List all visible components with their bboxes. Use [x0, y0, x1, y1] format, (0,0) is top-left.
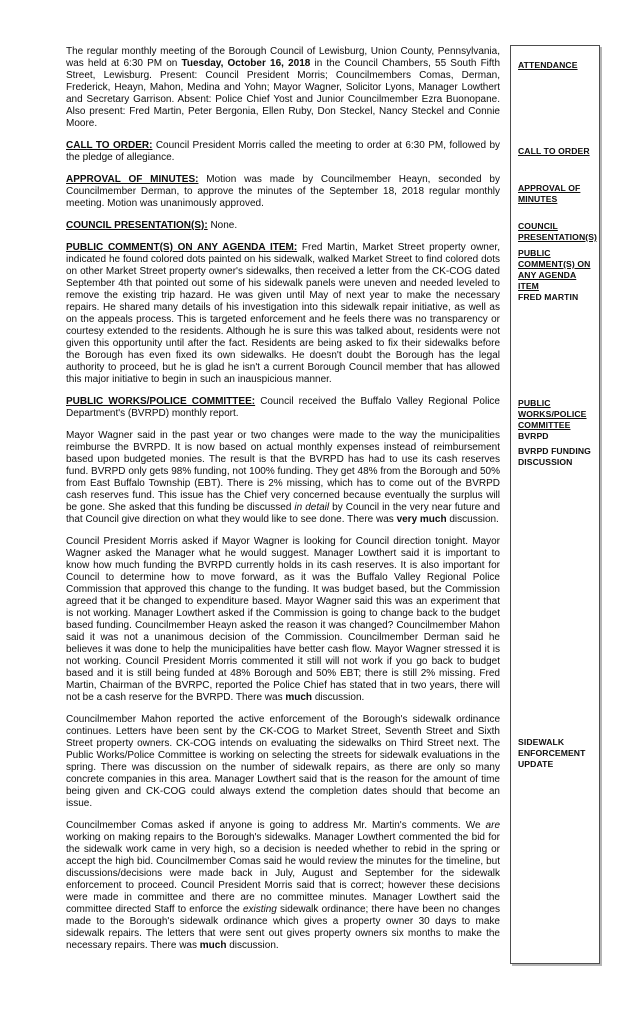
margin-note-line: COMMENT(S) ON: [518, 259, 591, 269]
margin-note-line: APPROVAL OF: [518, 183, 581, 193]
note-call-to-order: [518, 146, 596, 157]
text-run: Fred Martin, Market Street property owner, indicated he found colored dots painted on his sidewalk, walked Market Street to find colored dots on other Market Street property owner's sidewalks, then received a letter from the CK-COG dated September 4th that pointed out some of his sidewalk panels were uneven and needed leveled to remove the existing trip hazard. He was given until May of next year to make the necessary repairs. He shared many details of his investigation into this sidewalk repair initiative, as well as on the appeals process. This is targeted enforcement and he feels there was no transparency or courtesy extended to the residents. Although he is sure this was talked about, residents were not given this opportunity until after the fact. Residents are being asked to fix their sidewalks before the Borough has even fixed its own sidewalks. He doesn't doubt the Borough has the legal authority to proceed, but he is glad he isn't a current Borough Council member that has allowed this major initiative to begin in such an inauspicious manner.: [66, 242, 500, 385]
margin-note-line: WORKS/POLICE: [518, 409, 587, 419]
minutes-body: [66, 46, 500, 962]
text-run: Council President Morris asked if Mayor Wagner is looking for Council direction tonight. Mayor Wagner asked the Manager what he would suggest. Manager Lowthert said it is important to know how much funding the BVRPD currently holds in its cash reserves. It is also important for Council to determine how to move forward, as it was the Buffalo Valley Regional Police Commission that approved this change to the funding. It was budget based, but the Commission agreed that it be changed to expenditure based. Mayor Wagner said this was an experiment that is not working. Manager Lowthert asked if the Commission is going to change back to the budget based funding. Councilmember Heayn asked the reason it was changed? Councilmember Mahon said it was not a unanimous decision of the Commission. Councilmember Derman said he believes it was done to help the municipalities have better cash flow. Mayor Wagner stressed it is not working. Council President Morris commented it still will not work if you go back to budget based and it is still being funded at 48% Borough and 50% EBT; there is still 2% missing. Fred Martin, Chairman of the BVRPC, reported the Police Chief has stated that in two years, there will not be a cash reserve for the BVRPD. There was: [66, 536, 500, 703]
text-run: Mayor Wagner said in the past year or two changes were made to the way the municipalities reimburse the BVRPD. It is now based on actual monthly expenses instead of reimbursement based upon budgeted monies. The result is that the BVRPD has had to use its cash reserves fund. BVRPD only gets 98% funding, not 100% funding. They get 48% from the Borough and 50% from East Buffalo Township (EBT). There is 2% missing, which has to come out of the BVRPD cash reserves fund. This issue has the Chief very concerned because eventually the surplus will be gone. She asked that this funding be discussed: [66, 430, 500, 513]
margin-note-line: PRESENTATION(S): [518, 232, 598, 242]
text-run: discussion.: [446, 514, 499, 525]
text-run: discussion.: [226, 940, 279, 951]
margin-note-line: COMMITTEE: [518, 420, 571, 430]
margin-note-line: DISCUSSION: [518, 457, 573, 467]
margin-note-line: ENFORCEMENT: [518, 748, 586, 758]
call-to-order-paragraph: [66, 140, 500, 164]
bvrpd-funding-paragraph-1: [66, 430, 500, 526]
text-run: much: [285, 692, 313, 703]
margin-note-line: MINUTES: [518, 194, 558, 204]
margin-note-line: SIDEWALK: [518, 737, 565, 747]
note-public-works-police: [518, 398, 596, 442]
sidewalk-enforcement-paragraph-2: [66, 820, 500, 952]
text-run: very much: [396, 514, 447, 525]
text-run: sidewalk ordinance; there have been no changes made to the Borough's sidewalk ordinance which gives a property owner 30 days to make sidewalk repairs. The letters that were sent out gives property owners six months to make the necessary repairs. There was: [66, 904, 500, 951]
attendance-paragraph: [66, 46, 500, 130]
margin-note-line: BVRPD: [518, 431, 549, 441]
text-run: discussion.: [312, 692, 365, 703]
text-run: by Council in the very near future and that Council give direction on what they would like to see done. There was: [66, 502, 501, 525]
public-works-police-committee-paragraph: [66, 396, 500, 420]
text-run: APPROVAL OF MINUTES:: [66, 174, 199, 185]
note-sidewalk-enforcement: [518, 737, 596, 770]
note-bvrpd-funding: [518, 446, 596, 468]
margin-note-line: COUNCIL: [518, 221, 558, 231]
bvrpd-funding-paragraph-2: [66, 536, 500, 704]
text-run: CALL TO ORDER:: [66, 140, 153, 151]
sidewalk-enforcement-paragraph-1: [66, 714, 500, 810]
text-run: are: [485, 820, 500, 831]
margin-note-line: UPDATE: [518, 759, 554, 769]
text-run: Councilmember Mahon reported the active enforcement of the Borough's sidewalk ordinance continues. Letters have been sent by the CK-COG to Market Street, Seventh Street and Sixth Street property owners. CK-COG intends on evaluating the sidewalks on Third Street next. The Public Works/Police Committee is working on selecting the streets for sidewalk evaluations in the spring. There was discussion on the number of sidewalk repairs, as there are only so many concrete companies in this area. Manager Lowthert said that is the reason for the amount of time being given and CK-COG could always extend the completion dates should that become an issue.: [66, 714, 500, 809]
text-run: Councilmember Comas asked if anyone is going to address Mr. Martin's comments. We: [66, 820, 486, 831]
margin-note-line: PUBLIC: [518, 398, 551, 408]
text-run: None.: [207, 220, 238, 231]
margin-note-line: ANY AGENDA: [518, 270, 577, 280]
note-public-comments: [518, 248, 596, 303]
note-approval-of-minutes: [518, 183, 596, 205]
margin-note-line: ITEM: [518, 281, 539, 291]
text-run: PUBLIC WORKS/POLICE COMMITTEE:: [66, 396, 256, 407]
text-run: in the Council Chambers, 55 South Fifth Street, Lewisburg. Present: Council President Morris; Councilmembers Comas, Derman, Frederick, Heayn, Mahon, Medina and Yohn; Mayor Wagner, Solicitor Lyons, Manager Lowthert and Secretary Garrison. Absent: Police Chief Yost and Junior Councilmember Ezra Buonopane. Also present: Fred Martin, Peter Bergonia, Ellen Ruby, Don Steckel, Nancy Steckel and Connie Moore.: [66, 58, 501, 129]
margin-note-line: BVRPD FUNDING: [518, 446, 591, 456]
note-council-presentations: [518, 221, 596, 243]
text-run: Council received the Buffalo Valley Regional Police Department's (BVRPD) monthly report.: [66, 396, 500, 419]
text-run: Tuesday, October 16, 2018: [181, 58, 311, 69]
margin-notes-box: [510, 45, 600, 964]
text-run: in detail: [294, 502, 330, 513]
margin-note-line: PUBLIC: [518, 248, 551, 258]
margin-note-line: FRED MARTIN: [518, 292, 579, 302]
text-run: existing: [242, 904, 277, 915]
text-run: Motion was made by Councilmember Heayn, seconded by Councilmember Derman, to approve the minutes of the September 18, 2018 regular monthly meeting. Motion was unanimously approved.: [66, 174, 500, 209]
text-run: COUNCIL PRESENTATION(S):: [66, 220, 208, 231]
margin-note-line: ATTENDANCE: [518, 60, 578, 70]
text-run: PUBLIC COMMENT(S) ON ANY AGENDA ITEM:: [66, 242, 298, 253]
margin-note-line: CALL TO ORDER: [518, 146, 590, 156]
public-comments-paragraph: [66, 242, 500, 386]
text-run: Council President Morris called the meeting to order at 6:30 PM, followed by the pledge of allegiance.: [66, 140, 501, 163]
text-run: much: [199, 940, 227, 951]
council-presentations-paragraph: [66, 220, 500, 232]
text-run: working on making repairs to the Borough's sidewalks. Manager Lowthert commented the bid for the sidewalk work came in very high, so a decision is needed whether to rebid in the spring or accept the high bid. Councilmember Comas said he would review the minutes for the timeline, but discussions/decisions were made back in July, August and September for the sidewalk enforcement to proceed. Council President Morris said that is correct; however these decisions were made in committee and there are no committee minutes. Manager Lowthert said the committee directed Staff to enforce the: [66, 832, 500, 915]
note-attendance: [518, 60, 596, 71]
text-run: The regular monthly meeting of the Borough Council of Lewisburg, Union County, Pennsylvania, was held at 6:30 PM on: [66, 46, 500, 69]
approval-of-minutes-paragraph: [66, 174, 500, 210]
